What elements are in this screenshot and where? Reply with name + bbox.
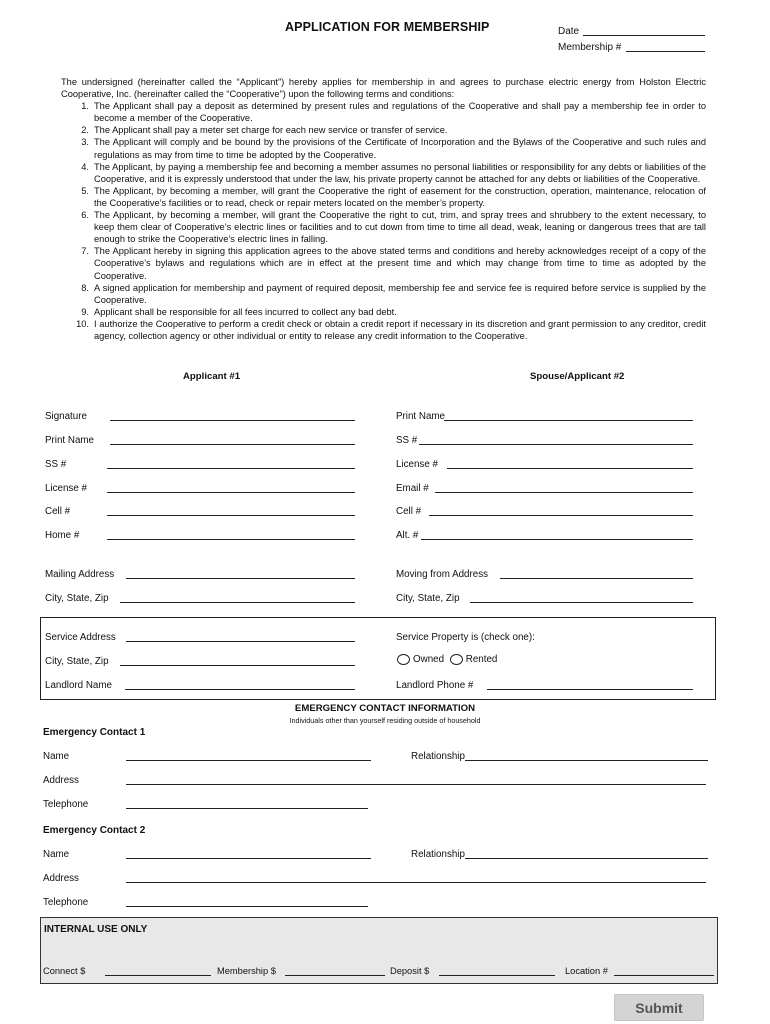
emergency-subtitle: Individuals other than yourself residing outside of household bbox=[289, 716, 481, 725]
terms-section bbox=[61, 76, 706, 342]
ec2-telephone-label: Telephone bbox=[43, 897, 89, 908]
deposit-input[interactable] bbox=[439, 965, 555, 976]
term-number: 8. bbox=[81, 282, 89, 293]
term-text: The Applicant hereby in signing this application agrees to the above stated terms and conditions and hereby acknowledges receipt of a copy of the Cooperative’s bylaws and regulations which are in effect at the present time and which may change from time to time as adopted by the Cooperative. bbox=[94, 246, 706, 281]
term-item bbox=[61, 318, 706, 342]
internal-use-title: INTERNAL USE ONLY bbox=[44, 924, 148, 935]
ss-label: SS # bbox=[45, 459, 67, 470]
ec2-address-label: Address bbox=[43, 873, 79, 884]
spouse-cell-input[interactable] bbox=[429, 505, 693, 516]
term-text: The Applicant will comply and be bound by the provisions of the Certificate of Incorporation and the Bylaws of the Cooperative and such rules and regulations as may from time to time be adopted by the Cooperative. bbox=[94, 137, 706, 160]
term-number: 3. bbox=[81, 137, 89, 148]
submit-button[interactable]: Submit bbox=[614, 994, 704, 1021]
spouse-city-state-zip-input[interactable] bbox=[470, 592, 693, 603]
term-number: 4. bbox=[81, 161, 89, 172]
cell-input[interactable] bbox=[107, 505, 355, 516]
print-name-label: Print Name bbox=[45, 435, 94, 446]
location-input[interactable] bbox=[614, 965, 714, 976]
spouse-license-input[interactable] bbox=[447, 458, 693, 469]
spouse-ss-input[interactable] bbox=[419, 434, 693, 445]
spouse-alt-input[interactable] bbox=[421, 529, 693, 540]
term-text: The Applicant, by becoming a member, will grant the Cooperative the right to cut, trim, and spray trees and shrubbery to the extent necessary, to keep them clear of Cooperative’s electric lines or facilities and to cut down from time to time all dead, weak, leaning or dangerous trees that are tall enough to strike the Cooperative’s electric lines in falling. bbox=[94, 210, 706, 245]
term-number: 6. bbox=[81, 210, 89, 221]
membership-input[interactable] bbox=[626, 41, 705, 52]
internal-membership-label: Membership $ bbox=[217, 966, 276, 976]
ss-input[interactable] bbox=[107, 458, 355, 469]
mailing-address-label: Mailing Address bbox=[45, 569, 115, 580]
moving-from-input[interactable] bbox=[500, 568, 693, 579]
membership-field bbox=[558, 42, 621, 53]
spouse-city-state-zip-label: City, State, Zip bbox=[396, 593, 460, 604]
spouse-alt-label: Alt. # bbox=[396, 530, 419, 541]
term-number: 5. bbox=[81, 185, 89, 196]
term-item bbox=[61, 161, 706, 185]
spouse-ss-label: SS # bbox=[396, 435, 418, 446]
emergency-contact1-heading: Emergency Contact 1 bbox=[43, 727, 146, 738]
city-state-zip-input[interactable] bbox=[120, 592, 355, 603]
ec1-relationship-input[interactable] bbox=[465, 750, 708, 761]
ec1-name-label: Name bbox=[43, 751, 70, 762]
term-text: A signed application for membership and payment of required deposit, membership fee and service fee is required before service is supplied by the Cooperative. bbox=[94, 282, 706, 305]
term-number: 7. bbox=[81, 246, 89, 257]
term-text: The Applicant shall pay a deposit as determined by present rules and regulations of the Cooperative and shall pay a membership fee in order to become a member of the Cooperative. bbox=[94, 101, 706, 124]
term-number: 10. bbox=[76, 318, 89, 329]
deposit-label: Deposit $ bbox=[390, 966, 430, 976]
term-item bbox=[61, 185, 706, 209]
moving-from-label: Moving from Address bbox=[396, 569, 489, 580]
terms-list bbox=[61, 100, 706, 342]
term-text: The Applicant shall pay a meter set charge for each new service or transfer of service. bbox=[94, 125, 448, 136]
membership-label: Membership # bbox=[558, 42, 622, 53]
term-text: The Applicant, by becoming a member, will grant the Cooperative the right of easement for the construction, operation, maintenance, relocation of the Cooperative’s facilities or to read, check or repair meters located on the member’s property. bbox=[94, 185, 706, 208]
home-label: Home # bbox=[45, 530, 80, 541]
landlord-phone-input[interactable] bbox=[487, 679, 693, 690]
term-item bbox=[61, 136, 706, 160]
mailing-address-input[interactable] bbox=[126, 568, 355, 579]
term-number: 1. bbox=[81, 101, 89, 112]
landlord-name-label: Landlord Name bbox=[45, 680, 112, 691]
ec2-name-label: Name bbox=[43, 849, 70, 860]
ec1-address-input[interactable] bbox=[126, 774, 706, 785]
ec1-name-input[interactable] bbox=[126, 750, 371, 761]
term-text: Applicant shall be responsible for all fees incurred to collect any bad debt. bbox=[94, 306, 397, 317]
emergency-contact2-heading: Emergency Contact 2 bbox=[43, 825, 146, 836]
property-options bbox=[397, 654, 497, 665]
ec2-telephone-input[interactable] bbox=[126, 896, 368, 907]
ec1-relationship-label: Relationship bbox=[411, 751, 465, 762]
applicant1-heading: Applicant #1 bbox=[183, 371, 241, 382]
term-number: 9. bbox=[81, 306, 89, 317]
spouse-print-name-label: Print Name bbox=[396, 411, 445, 422]
home-input[interactable] bbox=[107, 529, 355, 540]
term-text: I authorize the Cooperative to perform a credit check or obtain a credit report if necessary in its discretion and grant permission to any creditor, credit agency, collection agency or other individual or entity to release any credit information to the Cooperative. bbox=[94, 318, 706, 341]
ec2-address-input[interactable] bbox=[126, 872, 706, 883]
term-item bbox=[61, 306, 706, 318]
cell-label: Cell # bbox=[45, 506, 71, 517]
city-state-zip-label: City, State, Zip bbox=[45, 593, 109, 604]
owned-radio[interactable] bbox=[397, 654, 410, 665]
print-name-input[interactable] bbox=[110, 434, 355, 445]
service-city-label: City, State, Zip bbox=[45, 656, 109, 667]
rented-radio[interactable] bbox=[450, 654, 463, 665]
spouse-license-label: License # bbox=[396, 459, 438, 470]
landlord-name-input[interactable] bbox=[125, 679, 355, 690]
applicant2-heading: Spouse/Applicant #2 bbox=[530, 371, 625, 382]
term-item bbox=[61, 100, 706, 124]
connect-input[interactable] bbox=[105, 965, 211, 976]
term-item bbox=[61, 245, 706, 281]
term-item bbox=[61, 282, 706, 306]
spouse-email-input[interactable] bbox=[435, 482, 693, 493]
ec1-telephone-input[interactable] bbox=[126, 798, 368, 809]
landlord-phone-label: Landlord Phone # bbox=[396, 680, 474, 691]
spouse-email-label: Email # bbox=[396, 483, 429, 494]
service-property-label: Service Property is (check one): bbox=[396, 632, 535, 643]
intro-paragraph: The undersigned (hereinafter called the “Applicant”) hereby applies for membership in and agrees to purchase electric energy from Holston Electric Cooperative, Inc. (hereinafter called the “Cooperative”) upon the following terms and conditions: bbox=[61, 77, 706, 100]
service-address-label: Service Address bbox=[45, 632, 116, 643]
service-city-input[interactable] bbox=[120, 655, 355, 666]
date-label: Date bbox=[558, 26, 580, 37]
ec1-telephone-label: Telephone bbox=[43, 799, 89, 810]
ec1-address-label: Address bbox=[43, 775, 79, 786]
ec2-name-input[interactable] bbox=[126, 848, 371, 859]
location-label: Location # bbox=[565, 966, 608, 976]
ec2-relationship-input[interactable] bbox=[465, 848, 708, 859]
term-number: 2. bbox=[81, 125, 89, 136]
rented-label: Rented bbox=[465, 654, 498, 666]
date-input[interactable] bbox=[583, 25, 705, 36]
emergency-title: EMERGENCY CONTACT INFORMATION bbox=[294, 703, 476, 714]
date-field bbox=[558, 26, 579, 37]
term-item bbox=[61, 124, 706, 136]
connect-label: Connect $ bbox=[43, 966, 86, 976]
signature-input[interactable] bbox=[110, 410, 355, 421]
form-title: APPLICATION FOR MEMBERSHIP bbox=[285, 20, 490, 34]
spouse-cell-label: Cell # bbox=[396, 506, 422, 517]
ec2-relationship-label: Relationship bbox=[411, 849, 465, 860]
signature-label: Signature bbox=[45, 411, 87, 422]
license-input[interactable] bbox=[107, 482, 355, 493]
term-text: The Applicant, by paying a membership fee and becoming a member assumes no personal liabilities or responsibility for any debts or liabilities of the Cooperative, and it is expressly understood that under the law, his private property cannot be attached for any debts or liabilities of the Cooperative. bbox=[94, 161, 706, 184]
internal-membership-input[interactable] bbox=[285, 965, 385, 976]
spouse-print-name-input[interactable] bbox=[444, 410, 693, 421]
term-item bbox=[61, 209, 706, 245]
license-label: License # bbox=[45, 483, 87, 494]
service-address-input[interactable] bbox=[126, 631, 355, 642]
owned-label: Owned bbox=[413, 654, 445, 666]
